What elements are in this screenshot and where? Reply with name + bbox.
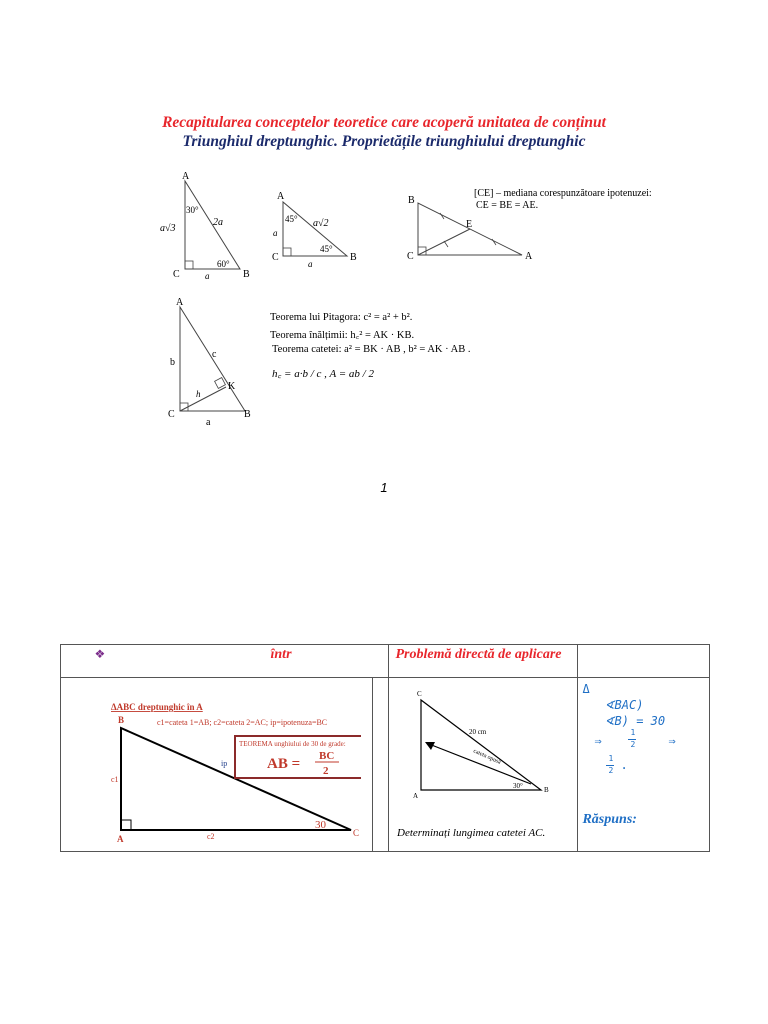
opposite-leg-label: cateta opusă [472,748,503,766]
vertex-a: A [117,834,124,844]
vertex-b: B [408,195,415,206]
vertex-k: K [228,381,236,392]
side-bottom-label: a [205,271,210,280]
height-label: h [196,389,201,399]
vertex-b: B [350,252,357,263]
table-cell-spacer [372,678,389,852]
solution-line-1: Δ [582,682,590,696]
angle-label: 30 [315,819,326,831]
formula-hc-area: h꜀ = a·b / c , A = ab / 2 [272,368,374,380]
side-bottom-label: a [308,259,313,268]
theorem-title: TEOREMA unghiului de 30 de grade: [239,740,346,748]
triangle-title: ΔABC dreptunghic în A [111,702,203,712]
bullet-icon: ❖ [94,646,106,661]
page-number: 1 [380,480,388,495]
solution-line-2: ∢BAC) [604,698,644,712]
ipotenuza-label: ip [221,759,228,768]
implies-icon: ⇒ [594,734,602,748]
header-text-2: Problemă directă de aplicare [395,647,562,662]
theorem-lhs: AB = [267,756,301,772]
table-header-cell-3 [578,645,710,678]
vertex-a: A [182,171,190,182]
table-header-cell-2 [389,645,578,678]
theorem-denominator: 2 [323,765,329,777]
side-a-label: a [206,417,211,428]
table-cell-figure-2 [389,678,578,852]
theorem-pitagora: Teorema lui Pitagora: c² = a² + b². [270,312,413,323]
theorem-numerator: BC [319,750,335,762]
vertex-c: C [417,690,423,698]
vertex-a: A [176,297,184,308]
problem-table [60,644,710,852]
triangle-45-figure [265,188,365,268]
side-left-label: a [273,228,278,238]
cateta-1-label: c1 [111,775,119,784]
median-figure [400,175,660,270]
cateta-2-label: c2 [207,832,215,841]
side-c-label: c [212,349,217,360]
vertex-b: B [243,269,250,280]
median-note-2: CE = BE = AE. [476,200,539,211]
vertex-a: A [277,191,285,202]
angle-label: 30° [513,782,524,790]
vertex-c: C [407,251,414,262]
table-header-cell-1 [61,645,389,678]
angle-bottom-label: 45° [320,244,333,254]
vertex-b: B [118,715,125,725]
vertex-c: C [353,828,360,838]
theorem-inaltimii: Teorema înălțimii: h꜀² = AK · KB. [270,330,415,341]
vertex-c: C [272,252,279,263]
table-cell-solution [578,678,710,852]
theorem-catetei: Teorema catetei: a² = BK · AB , b² = AK · AB . [272,344,471,355]
triangle-30-theorem-figure [61,678,361,850]
solution-period: . [620,758,628,772]
vertex-b: B [244,409,251,420]
side-hyp-label: a√2 [313,218,329,229]
vertex-a: A [525,251,533,262]
vertex-b: B [544,786,550,794]
fraction-num-1: 1 [630,728,636,737]
vertex-c: C [168,409,175,420]
fraction-den-2: 2 [608,766,614,775]
triangle-30-60-figure [155,165,265,280]
height-figure [160,295,270,430]
header-text-1: într [270,646,292,662]
fraction-num-2: 1 [608,754,614,763]
angle-top-label: 45° [285,214,298,224]
side-left-label: a√3 [160,223,176,234]
angle-bottom-label: 60° [217,259,230,269]
answer-label: Răspuns: [582,812,637,827]
median-note-1: [CE] – mediana corespunzătoare ipotenuzei: [474,188,652,199]
vertex-c: C [173,269,180,280]
vertex-e: E [466,219,473,230]
fraction-den-1: 2 [630,740,636,749]
solution-line-3: ∢B) = 30 [604,714,666,728]
implies-icon: ⇒ [668,734,676,748]
side-hyp-label: 2a [213,217,223,228]
side-b-label: b [170,357,175,368]
triangle-legend: c1=cateta 1=AB; c2=cateta 2=AC; ip=ipotenuza=BC [157,718,328,727]
vertex-a: A [413,792,419,800]
angle-top-label: 30° [186,205,199,215]
hypotenuse-label: 20 cm [469,728,487,736]
problem-question: Determinați lungimea catetei AC. [397,827,546,839]
table-cell-figure-1 [61,678,373,852]
title-line-1: Recapitularea conceptelor teoretice care acoperă unitatea de conținut [162,114,606,131]
title-line-2: Triunghiul dreptunghic. Proprietățile triunghiului dreptunghic [182,133,586,150]
problem-triangle-figure [389,678,577,850]
